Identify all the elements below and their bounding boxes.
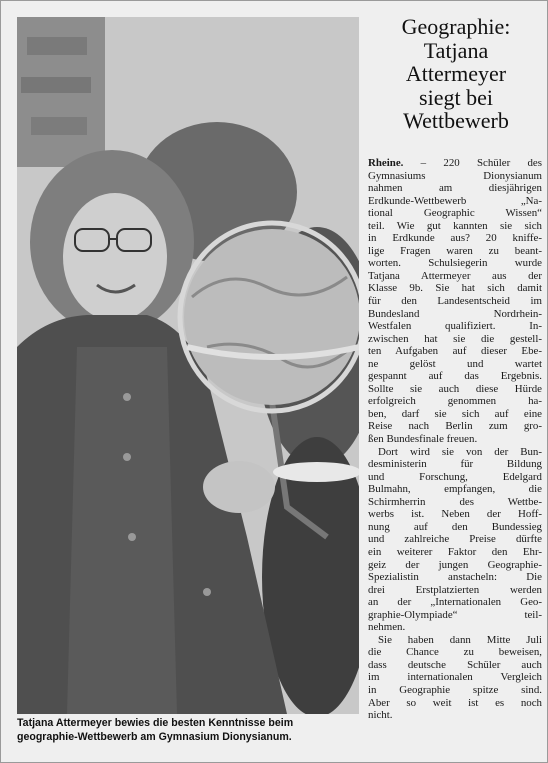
body-line: nehmen. [368, 621, 406, 634]
body-line: an der „Internationalen Geo- [368, 596, 542, 609]
body-line: und Forschung, Edelgard [368, 470, 542, 483]
body-line: erfolgreich genommen ha- [368, 395, 542, 408]
body-line: drei Erstplatzierten werden [368, 583, 542, 596]
body-line: nahmen am diesjährigen [368, 182, 542, 195]
body-line: ben, darf sie sich auf eine [368, 407, 542, 420]
photo-girl-with-globe [17, 17, 359, 714]
body-line: in Erdkunde aus? 20 kniffe- [368, 232, 542, 245]
body-line: ein weiterer Faktor den Ehr- [368, 545, 542, 558]
headline-line-5: Wettbewerb [403, 108, 509, 133]
body-line: Spezialistin anstacheln: Die [368, 571, 542, 584]
body-line: im internationalen Vergleich [368, 671, 542, 684]
body-line: Schirmherrin des Wettbe- [368, 495, 542, 508]
body-line: graphie-Olympiade“ teil- [368, 608, 542, 621]
body-line: Dort wird sie von der Bun- [378, 445, 542, 458]
body-line: Erdkunde-Wettbewerb „Na- [368, 194, 542, 207]
body-line: Tatjana Attermeyer aus der [368, 269, 542, 282]
caption-line-2: geographie-Wettbewerb am Gymnasium Dionysianum. [17, 731, 292, 743]
body-line: lige Fragen waren zu beant- [368, 244, 542, 257]
body-line: Bulmahn, empfangen, die [368, 483, 542, 496]
body-line: gespannt auf das Ergebnis. [368, 370, 542, 383]
body-line: tional Geographic Wissen“ [368, 207, 542, 220]
body-line: Aber so weit ist es noch [368, 696, 542, 709]
body-line: dass deutsche Schüler auch [368, 658, 542, 671]
body-line: worten. Schulsiegerin wurde [368, 257, 542, 270]
photo-illustration [17, 17, 359, 714]
headline-line-2: Tatjana [423, 37, 489, 63]
body-line: nung auf den Bundessieg [368, 520, 542, 533]
headline-line-3: Attermeyer [405, 61, 507, 86]
body-line: Westfalen qualifiziert. In- [368, 320, 542, 333]
body-line: werbs ist. Neben der Hoff- [368, 508, 542, 521]
body-line: nicht. [368, 709, 393, 722]
photo-caption [17, 716, 362, 744]
body-line: zwischen hat sie die gestell- [368, 332, 542, 345]
body-line: Klasse 9b. Sie hat sich damit [368, 282, 542, 295]
caption-line-1: Tatjana Attermeyer bewies die besten Kenntnisse beim [17, 717, 294, 729]
body-line: Reise nach Berlin zum gro- [368, 420, 542, 433]
body-line: teil. Wie gut kannten sie sich [368, 219, 542, 232]
body-line: ne gelöst und wartet [368, 357, 542, 370]
body-line: ten Aufgaben auf dieser Ebe- [368, 345, 542, 358]
body-line [368, 157, 542, 170]
body-line: Sollte sie auch diese Hürde [368, 382, 542, 395]
headline-line-1: Geographie: [401, 14, 511, 39]
body-line: geiz der jungen Geographie- [368, 558, 542, 571]
body-line: und zahlreiche Preise dürfte [368, 533, 542, 546]
article-body [368, 157, 542, 722]
article-headline [367, 15, 545, 133]
headline-line-4: siegt bei [419, 84, 493, 110]
body-line: desministerin für Bildung [368, 458, 542, 471]
body-line: in Geographie spitze sind. [368, 683, 542, 696]
body-line: Sie haben dann Mitte Juli [378, 633, 542, 646]
dateline: Rheine. [368, 157, 404, 169]
body-line-text: – 220 Schüler des [420, 157, 542, 169]
body-line: ßen Bundesfinale freuen. [368, 433, 478, 446]
body-line: die Chance zu beweisen, [368, 646, 542, 659]
body-line: für den Landesentscheid im [368, 295, 542, 308]
body-line: Gymnasiums Dionysianum [368, 169, 542, 182]
body-line: Bundesland Nordrhein- [368, 307, 542, 320]
